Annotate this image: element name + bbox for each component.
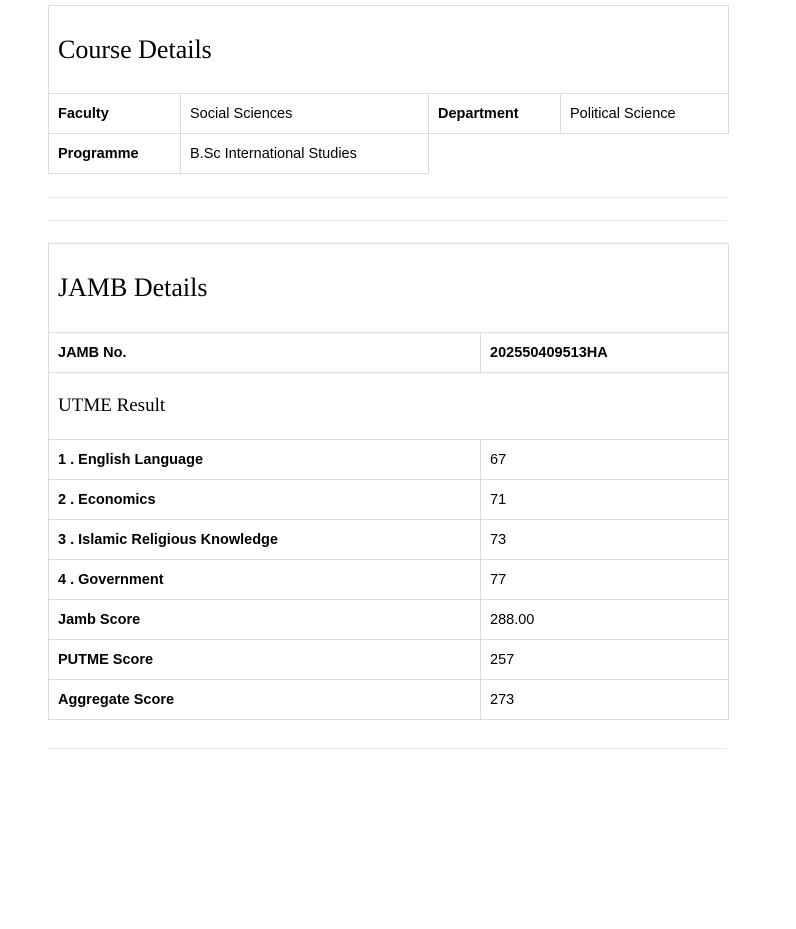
- programme-value: B.Sc International Studies: [181, 134, 429, 174]
- subject-score: 77: [481, 560, 729, 600]
- subject-score: 67: [481, 440, 729, 480]
- subject-label: 1 . English Language: [49, 440, 481, 480]
- course-details-table: [48, 5, 729, 174]
- table-row: [49, 440, 729, 480]
- jamb-no-value: 202550409513HA: [481, 333, 729, 373]
- jamb-score-label: Jamb Score: [49, 600, 481, 640]
- table-row: [49, 520, 729, 560]
- subject-label: 3 . Islamic Religious Knowledge: [49, 520, 481, 560]
- faculty-value: Social Sciences: [181, 94, 429, 134]
- jamb-score-value: 288.00: [481, 600, 729, 640]
- section-divider: [48, 220, 727, 221]
- utme-result-heading: UTME Result: [49, 373, 729, 440]
- programme-label: Programme: [49, 134, 181, 174]
- subject-score: 73: [481, 520, 729, 560]
- subject-label: 2 . Economics: [49, 480, 481, 520]
- subject-score: 71: [481, 480, 729, 520]
- putme-score-value: 257: [481, 640, 729, 680]
- faculty-label: Faculty: [49, 94, 181, 134]
- jamb-details-table: [48, 243, 729, 720]
- aggregate-score-label: Aggregate Score: [49, 680, 481, 720]
- department-label: Department: [429, 94, 561, 134]
- aggregate-score-value: 273: [481, 680, 729, 720]
- empty-cell: [429, 134, 729, 174]
- subject-label: 4 . Government: [49, 560, 481, 600]
- table-row: [49, 480, 729, 520]
- department-value: Political Science: [561, 94, 729, 134]
- jamb-no-label: JAMB No.: [49, 333, 481, 373]
- section-divider: [48, 748, 727, 749]
- putme-score-label: PUTME Score: [49, 640, 481, 680]
- table-row: [49, 560, 729, 600]
- section-divider: [48, 197, 727, 198]
- course-details-title: Course Details: [49, 6, 729, 94]
- jamb-details-title: JAMB Details: [49, 244, 729, 333]
